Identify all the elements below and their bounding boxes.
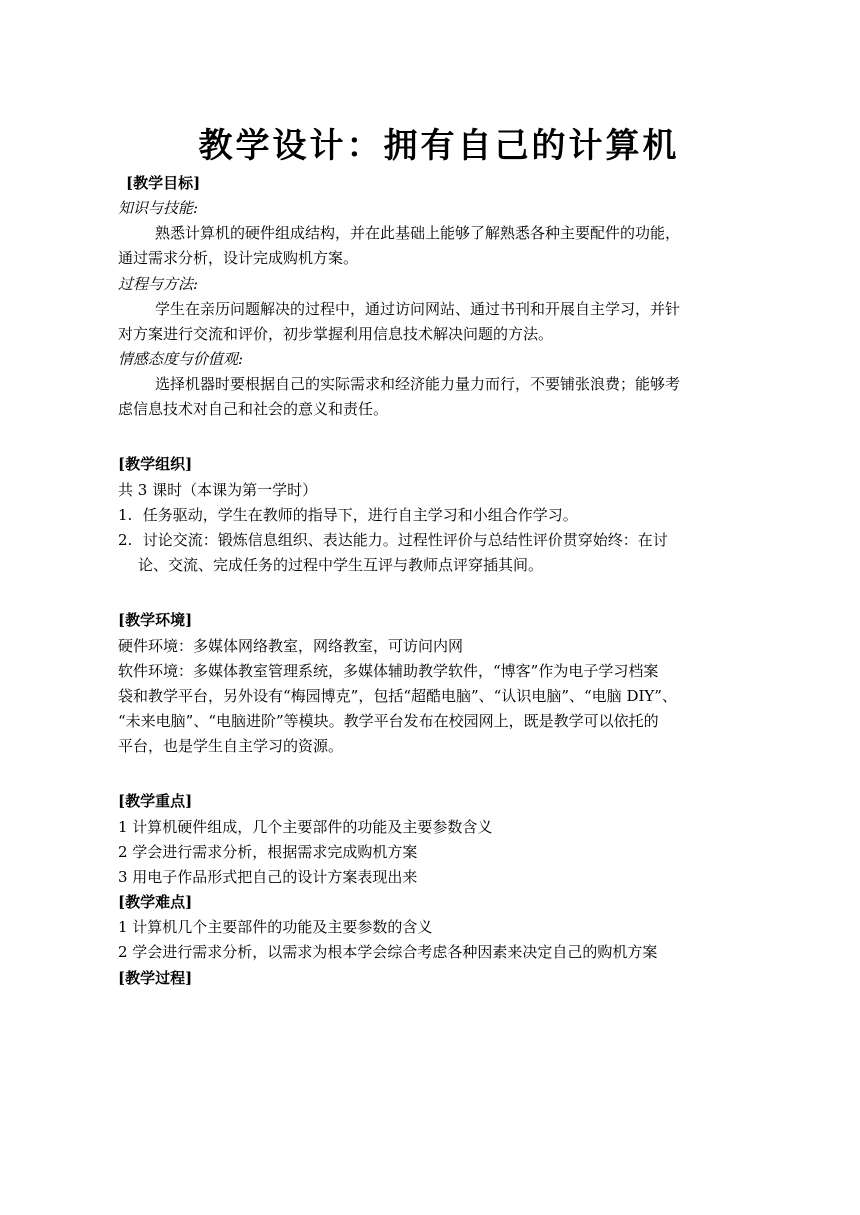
list-item (118, 528, 760, 553)
section-heading-key-points: [教学重点] (118, 792, 193, 810)
software-environment-line3: “未来电脑”、“电脑进阶”等模块。教学平台发布在校园网上，既是教学可以依托的 (118, 712, 659, 730)
section-heading-organization: [教学组织] (118, 455, 193, 473)
software-environment-line2: 袋和教学平台，另外设有“梅园博克”，包括“超酷电脑”、“认识电脑”、“电脑 DIY”、 (118, 687, 677, 705)
attitude-label: 情感态度与价值观: (118, 350, 244, 368)
attitude-text-line1: 选择机器时要根据自己的实际需求和经济能力量力而行，不要铺张浪费；能够考 (155, 375, 681, 393)
software-environment-line4: 平台，也是学生自主学习的资源。 (118, 737, 344, 755)
list-number: 2. (118, 531, 133, 549)
knowledge-text-line1: 熟悉计算机的硬件组成结构，并在此基础上能够了解熟悉各种主要配件的功能， (155, 224, 681, 242)
difficulty-item: 2 学会进行需求分析，以需求为根本学会综合考虑各种因素来决定自己的购机方案 (118, 943, 658, 961)
list-item-continuation: 论、交流、完成任务的过程中学生互评与教师点评穿插其间。 (138, 556, 544, 574)
difficulty-item: 1 计算机几个主要部件的功能及主要参数的含义 (118, 918, 433, 936)
section-heading-goals: [教学目标] (126, 174, 201, 192)
process-label: 过程与方法: (118, 275, 199, 293)
document-title: 教学设计：拥有自己的计算机 (198, 126, 680, 166)
list-item-text: 任务驱动，学生在教师的指导下，进行自主学习和小组合作学习。 (142, 506, 578, 524)
list-item-text: 讨论交流：锻炼信息组织、表达能力。过程性评价与总结性评价贯穿始终：在讨 (142, 531, 668, 549)
key-point-item: 3 用电子作品形式把自己的设计方案表现出来 (118, 868, 418, 886)
software-environment-line1: 软件环境：多媒体教室管理系统，多媒体辅助教学软件，“博客”作为电子学习档案 (118, 662, 659, 680)
key-point-item: 1 计算机硬件组成，几个主要部件的功能及主要参数含义 (118, 818, 493, 836)
section-heading-process: [教学过程] (118, 969, 193, 987)
section-heading-environment: [教学环境] (118, 611, 193, 629)
process-text-line2: 对方案进行交流和评价，初步掌握利用信息技术解决问题的方法。 (118, 325, 554, 343)
section-heading-difficulties: [教学难点] (118, 893, 193, 911)
key-point-item: 2 学会进行需求分析，根据需求完成购机方案 (118, 843, 418, 861)
list-item (118, 503, 760, 528)
knowledge-text-line2: 通过需求分析，设计完成购机方案。 (118, 249, 359, 267)
hardware-environment: 硬件环境：多媒体网络教室，网络教室，可访问内网 (118, 637, 464, 655)
list-number: 1. (118, 506, 133, 524)
lesson-count: 共 3 课时（本课为第一学时） (118, 481, 318, 499)
process-text-line1: 学生在亲历问题解决的过程中，通过访问网站、通过书刊和开展自主学习，并针 (155, 300, 681, 318)
attitude-text-line2: 虑信息技术对自己和社会的意义和责任。 (118, 400, 389, 418)
knowledge-label: 知识与技能: (118, 199, 199, 217)
